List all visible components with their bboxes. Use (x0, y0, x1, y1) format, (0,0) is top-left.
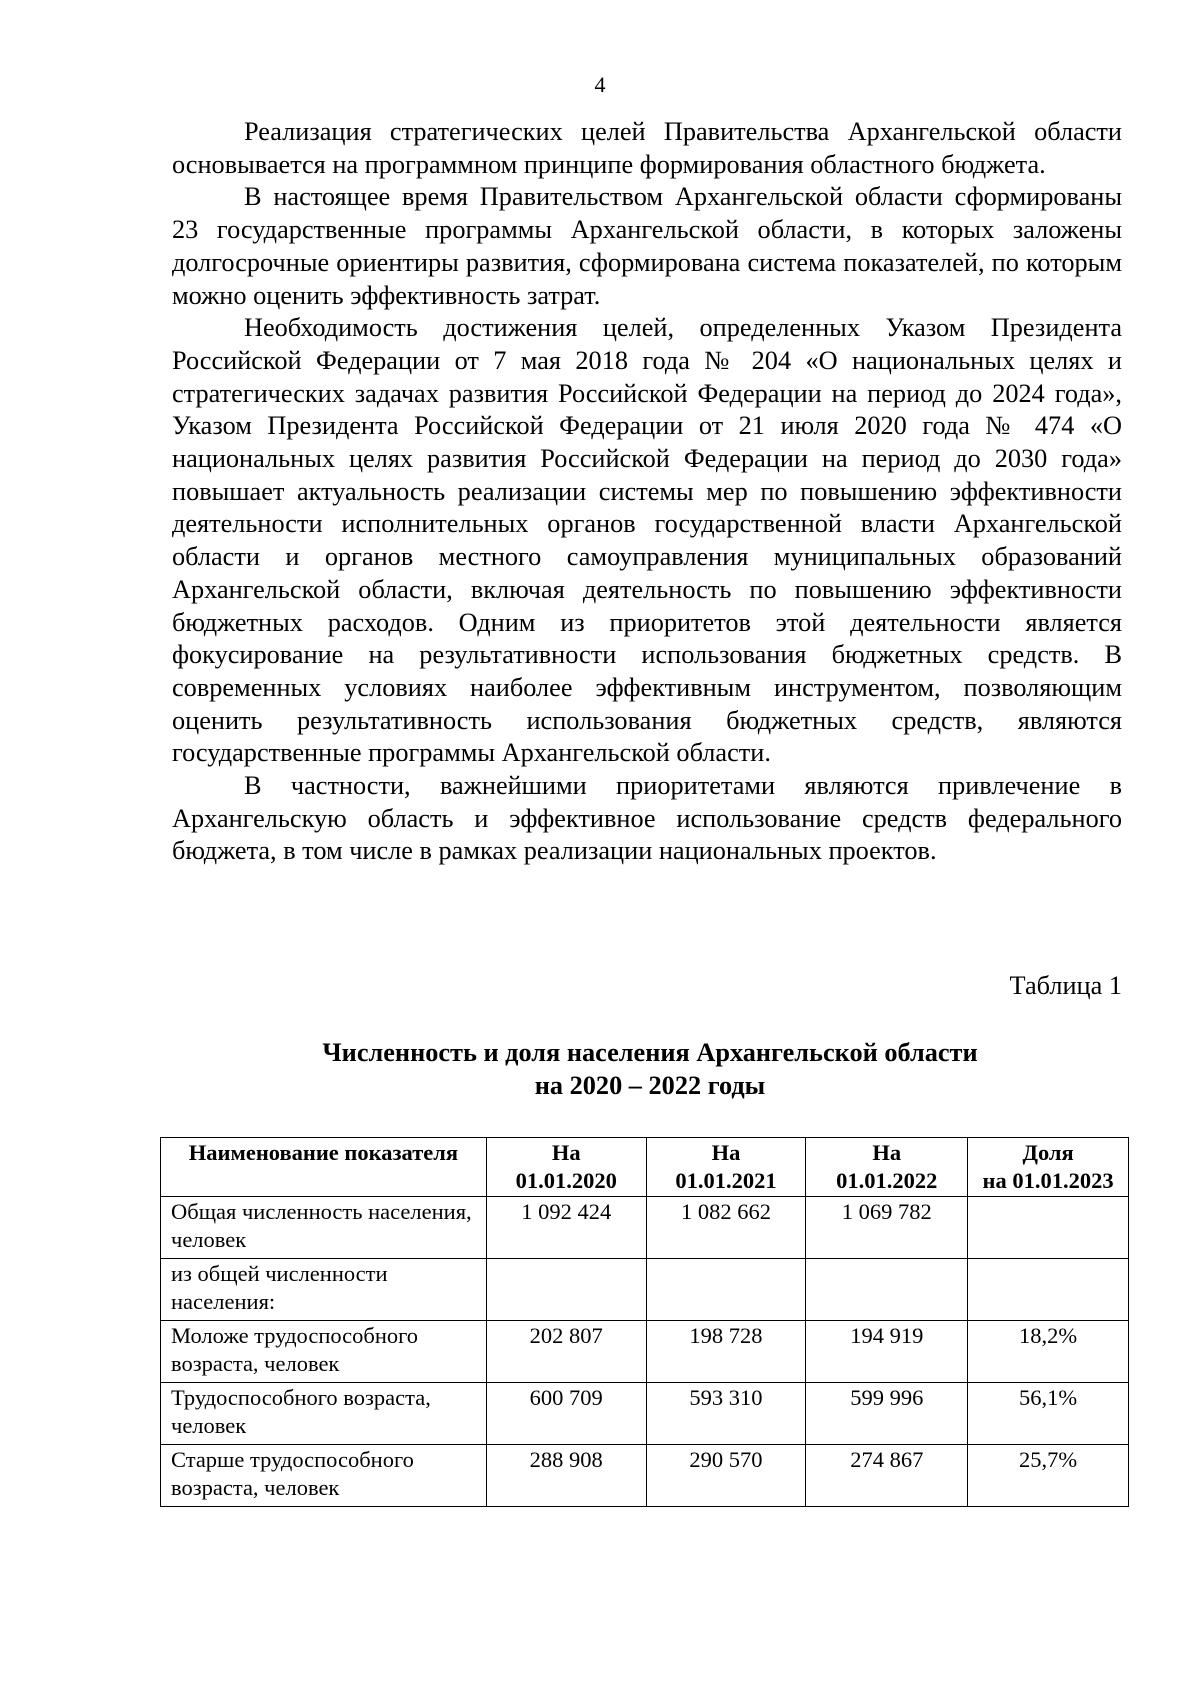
cell-2020 (486, 1259, 646, 1321)
paragraph-2: В настоящее время Правительством Архангельской области сформированы 23 государственные программы Архангельской области, в которых заложены долгосрочные ориентиры развития, сформирована система показателей, по которым можно оценить эффективность затрат. (172, 182, 1122, 310)
table-row (161, 1259, 1129, 1321)
table-row (161, 1383, 1129, 1445)
cell-share (968, 1259, 1129, 1321)
cell-share: 56,1% (968, 1383, 1129, 1445)
table-row (161, 1321, 1129, 1383)
row-name: Моложе трудоспособного возраста, человек (161, 1321, 487, 1383)
row-name: Общая численность населения, человек (161, 1197, 487, 1259)
paragraph-4: В частности, важнейшими приоритетами являются привлечение в Архангельскую область и эффективное использование средств федерального бюджета, в том числе в рамках реализации национальных проектов. (172, 771, 1122, 866)
row-name: Трудоспособного возраста, человек (161, 1383, 487, 1445)
cell-2021 (646, 1259, 806, 1321)
row-name: Старше трудоспособного возраста, человек (161, 1445, 487, 1507)
table-title-line-2: на 2020 – 2022 годы (534, 1071, 766, 1100)
cell-2020: 1 092 424 (486, 1197, 646, 1259)
header-2021: На 01.01.2021 (646, 1138, 806, 1197)
table-title (150, 1036, 1150, 1102)
cell-2022: 274 867 (806, 1445, 968, 1507)
cell-2021: 1 082 662 (646, 1197, 806, 1259)
header-2022: На 01.01.2022 (806, 1138, 968, 1197)
cell-2020: 202 807 (486, 1321, 646, 1383)
cell-2022: 1 069 782 (806, 1197, 968, 1259)
cell-2022 (806, 1259, 968, 1321)
row-name: из общей численности населения: (161, 1259, 487, 1321)
table-label: Таблица 1 (1009, 971, 1122, 1000)
table-title-line-1: Численность и доля населения Архангельской области (322, 1038, 978, 1067)
population-table (160, 1137, 1129, 1507)
table-row (161, 1445, 1129, 1507)
header-share-2023: Доля на 01.01.2023 (968, 1138, 1129, 1197)
cell-share: 18,2% (968, 1321, 1129, 1383)
cell-share: 25,7% (968, 1445, 1129, 1507)
table-header-row (161, 1138, 1129, 1197)
cell-2021: 593 310 (646, 1383, 806, 1445)
cell-2021: 290 570 (646, 1445, 806, 1507)
paragraph-1: Реализация стратегических целей Правительства Архангельской области основывается на программном принципе формирования областного бюджета. (172, 117, 1122, 179)
cell-2022: 194 919 (806, 1321, 968, 1383)
header-2020: На 01.01.2020 (486, 1138, 646, 1197)
cell-2021: 198 728 (646, 1321, 806, 1383)
cell-2022: 599 996 (806, 1383, 968, 1445)
page-number: 4 (594, 72, 606, 97)
cell-2020: 288 908 (486, 1445, 646, 1507)
table-row (161, 1197, 1129, 1259)
cell-2020: 600 709 (486, 1383, 646, 1445)
paragraph-3: Необходимость достижения целей, определенных Указом Президента Российской Федерации от 7 мая 2018 года № 204 «О национальных целях и стратегических задачах развития Российской Федерации на период до 2024 года», Указом Президента Российской Федерации от 21 июля 2020 года № 474 «О национальных целях развития Российской Федерации на период до 2030 года» повышает актуальность реализации системы мер по повышению эффективности деятельности исполнительных органов государственной власти Архангельской области и органов местного самоуправления муниципальных образований Архангельской области, включая деятельность по повышению эффективности бюджетных расходов. Одним из приоритетов этой деятельности является фокусирование на результативности использования бюджетных средств. В современных условиях наиболее эффективным инструментом, позволяющим оценить результативность использования бюджетных средств, являются государственные программы Архангельской области. (172, 313, 1122, 768)
body-text (172, 116, 1122, 868)
cell-share (968, 1197, 1129, 1259)
header-indicator-name: Наименование показателя (161, 1138, 487, 1197)
